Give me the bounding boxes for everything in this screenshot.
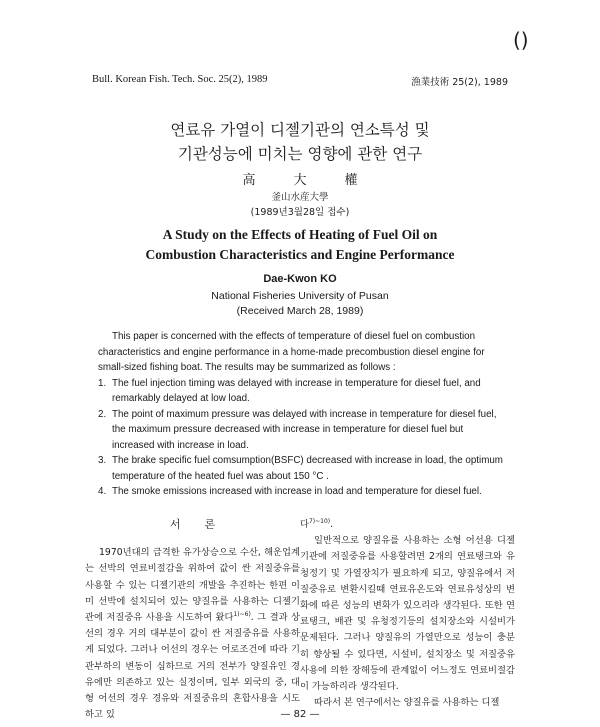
abstract-item-text: The smoke emissions increased with increase in load and temperature for diesel fuel.	[112, 486, 482, 497]
abstract-item-text: The point of maximum pressure was delayed with increase in temperature for diesel fuel, the maximum pressure decreased with increase in temperature for diesel fuel but increased with increase in load.	[112, 408, 497, 451]
intro-text-1a: 1970년대의 급격한 유가상승으로 수산, 해운업계는 선박의 연료비절감을 위하여 값이 싼 저질중유를 사용할 수 있는 디젤기관의 개발을 추진하는 한편 이미 선박에 설치되어 있는 양질유를 사용하는 디젤기관에 저질중유 사용을 시도하여 왔다	[85, 547, 300, 624]
abstract-item-number: 4.	[98, 486, 107, 497]
intro-paragraph-1	[85, 545, 300, 723]
abstract-item	[98, 453, 508, 484]
body-column-right	[300, 517, 515, 711]
intro-paragraph-2: 일반적으로 양질유를 사용하는 소형 어선용 디젤기관에 저질중유를 사용할려면 2개의 연료탱크와 유청정기 및 가열장치가 필요하게 되고, 양질유에서 저질중유로 변환시킬때 연료유온도와 연료유성상의 변화에 따른 성능의 변화가 있으리라 생각된다. 또한 연료탱크, 배관 및 유청정기등의 설치장소와 시설비가 문제된다. 그러나 양질유의 가열만으로 성능이 충분히 향상될 수 있다면, 시설비, 설치장소 및 저질중유 사용에 의한 장해등에 관계없이 어느정도 연료비절감이 가능하리라 생각된다.	[300, 535, 515, 693]
corner-mark: ()	[513, 28, 529, 52]
english-title-line2: Combustion Characteristics and Engine Performance	[145, 247, 455, 262]
english-received-date: (Received March 28, 1989)	[236, 305, 364, 317]
english-author: Dae-Kwon KO	[263, 273, 337, 285]
continued-period: .	[330, 519, 334, 530]
section-heading: 서론	[169, 518, 240, 531]
abstract	[98, 329, 508, 500]
abstract-item-number: 1.	[98, 377, 107, 389]
abstract-item	[98, 376, 508, 407]
continued-text: 다	[300, 519, 309, 530]
english-affiliation: National Fisheries University of Pusan	[211, 290, 389, 302]
abstract-results-list	[98, 376, 508, 500]
abstract-item-number: 3.	[98, 455, 107, 466]
korean-title-line2: 기관성능에 미치는 영향에 관한 연구	[177, 145, 423, 163]
english-title-line1: A Study on the Effects of Heating of Fuel Oil on	[162, 227, 438, 242]
korean-author: 高大權	[242, 173, 396, 188]
abstract-intro: This paper is concerned with the effects of temperature of diesel fuel on combustion characteristics and engine performance in a home-made precombustion diesel engine for small-sized fishing boat. The results may be summarized as follows :	[98, 331, 485, 373]
english-title	[0, 225, 600, 265]
citation-1-6: 1)~6)	[233, 610, 251, 618]
journal-header-right: 漁業技術 25(2), 1989	[411, 77, 508, 88]
korean-title	[0, 118, 600, 166]
citation-7-10: 7)~10)	[308, 517, 331, 525]
intro-paragraph-3: 따라서 본 연구에서는 양질유를 사용하는 디젤	[314, 697, 500, 709]
intro-paragraph-continued	[300, 517, 515, 533]
body-column-left	[85, 517, 300, 723]
abstract-item-number: 2.	[98, 408, 107, 420]
abstract-item-text: The brake specific fuel comsumption(BSFC) decreased with increase in load, the optimum temperature of the heated fuel was about 150 °C .	[112, 455, 503, 482]
korean-title-line1: 연료유 가열이 디젤기관의 연소특성 및	[170, 121, 430, 139]
abstract-item	[98, 407, 508, 454]
intro-text-1b: . 그 결과 상선의 경우 거의 대부분이 값이 싼 저질중유를 사용하게 되었다. 그러나 어선의 경우는 어로조건에 따라 기관부하의 변동이 심하므로 거의 전부가 양질유인 경유에만 의존하고 있는 실정이며, 일부 외국의 중, 대형 어선의 경우 경유와 저질중유의 혼합사용을 시도하고 있	[85, 612, 300, 721]
abstract-item-text: The fuel injection timing was delayed with increase in temperature for diesel fuel, and remarkably delayed at low load.	[112, 377, 481, 404]
korean-received-date: (1989년3월28일 접수)	[250, 207, 350, 218]
abstract-item	[98, 484, 508, 500]
korean-affiliation: 釜山水産大學	[271, 192, 329, 203]
journal-header-left: Bull. Korean Fish. Tech. Soc. 25(2), 1989	[92, 74, 268, 85]
page-number: — 82 —	[280, 709, 320, 720]
